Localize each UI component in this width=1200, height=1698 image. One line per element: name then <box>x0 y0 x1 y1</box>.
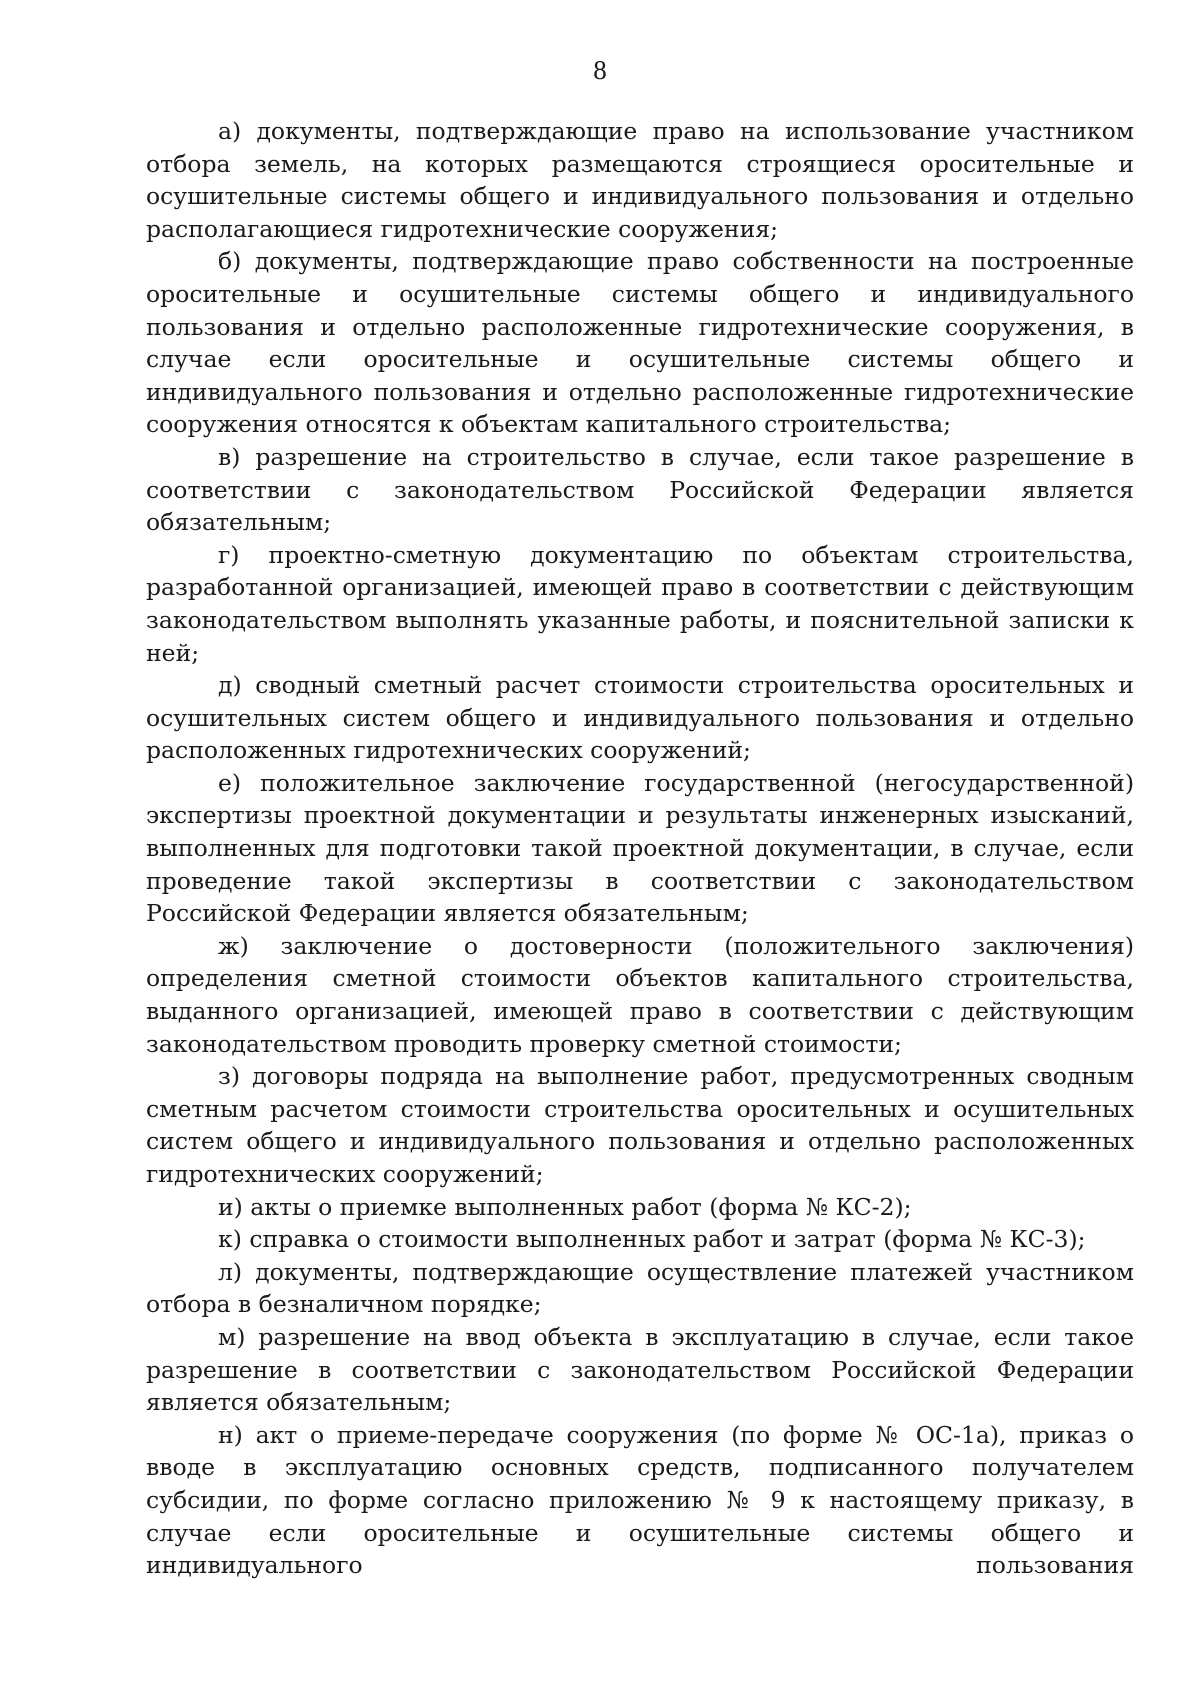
paragraph-z: з) договоры подряда на выполнение работ, предусмотренных сводным сметным расчетом стоимости строительства оросительных и осушительных систем общего и индивидуального пользования и отдельно расположенных гидротехнических сооружений; <box>146 1062 1134 1188</box>
paragraph-n: н) акт о приеме-передаче сооружения (по форме № ОС-1а), приказ о вводе в эксплуатацию основных средств, подписанного получателем субсидии, по форме согласно приложению № 9 к настоящему приказу, в случае если оросительные и осушительные системы общего и индивидуального пользования <box>146 1420 1134 1580</box>
paragraph-zh: ж) заключение о достоверности (положительного заключения) определения сметной стоимости объектов капитального строительства, выданного организацией, имеющей право в соответствии с действующим законодательством проводить проверку сметной стоимости; <box>146 931 1134 1058</box>
document-body <box>146 115 1134 1582</box>
paragraph-b: б) документы, подтверждающие право собственности на построенные оросительные и осушительные системы общего и индивидуального пользования и отдельно расположенные гидротехнические сооружения, в случае если оросительные и осушительные системы общего и индивидуального пользования и отдельно расположенные гидротехнические сооружения относятся к объектам капитального строительства; <box>146 247 1134 439</box>
paragraph-i: и) акты о приемке выполненных работ (форма № КС-2); <box>218 1192 912 1221</box>
paragraph-g: г) проектно-сметную документацию по объектам строительства, разработанной организацией, имеющей право в соответствии с действующим законодательством выполнять указанные работы, и пояснительной записки к ней; <box>146 540 1134 667</box>
paragraph-d: д) сводный сметный расчет стоимости строительства оросительных и осушительных систем общего и индивидуального пользования и отдельно расположенных гидротехнических сооружений; <box>146 671 1134 765</box>
paragraph-a: а) документы, подтверждающие право на использование участником отбора земель, на которых размещаются строящиеся оросительные и осушительные системы общего и индивидуального пользования и отдельно располагающиеся гидротехнические сооружения; <box>146 117 1134 243</box>
page-number: 8 <box>593 55 607 85</box>
paragraph-l: л) документы, подтверждающие осуществление платежей участником отбора в безналичном порядке; <box>146 1257 1134 1319</box>
paragraph-m: м) разрешение на ввод объекта в эксплуатацию в случае, если такое разрешение в соответствии с законодательством Российской Федерации является обязательным; <box>146 1322 1134 1417</box>
paragraph-e: е) положительное заключение государственной (негосударственной) экспертизы проектной документации и результаты инженерных изысканий, выполненных для подготовки такой проектной документации, в случае, если проведение такой экспертизы в соответствии с законодательством Российской Федерации является обязательным; <box>146 768 1134 928</box>
paragraph-v: в) разрешение на строительство в случае, если такое разрешение в соответствии с законодательством Российской Федерации является обязательным; <box>146 442 1134 537</box>
paragraph-k: к) справка о стоимости выполненных работ и затрат (форма № КС-3); <box>218 1225 1086 1254</box>
